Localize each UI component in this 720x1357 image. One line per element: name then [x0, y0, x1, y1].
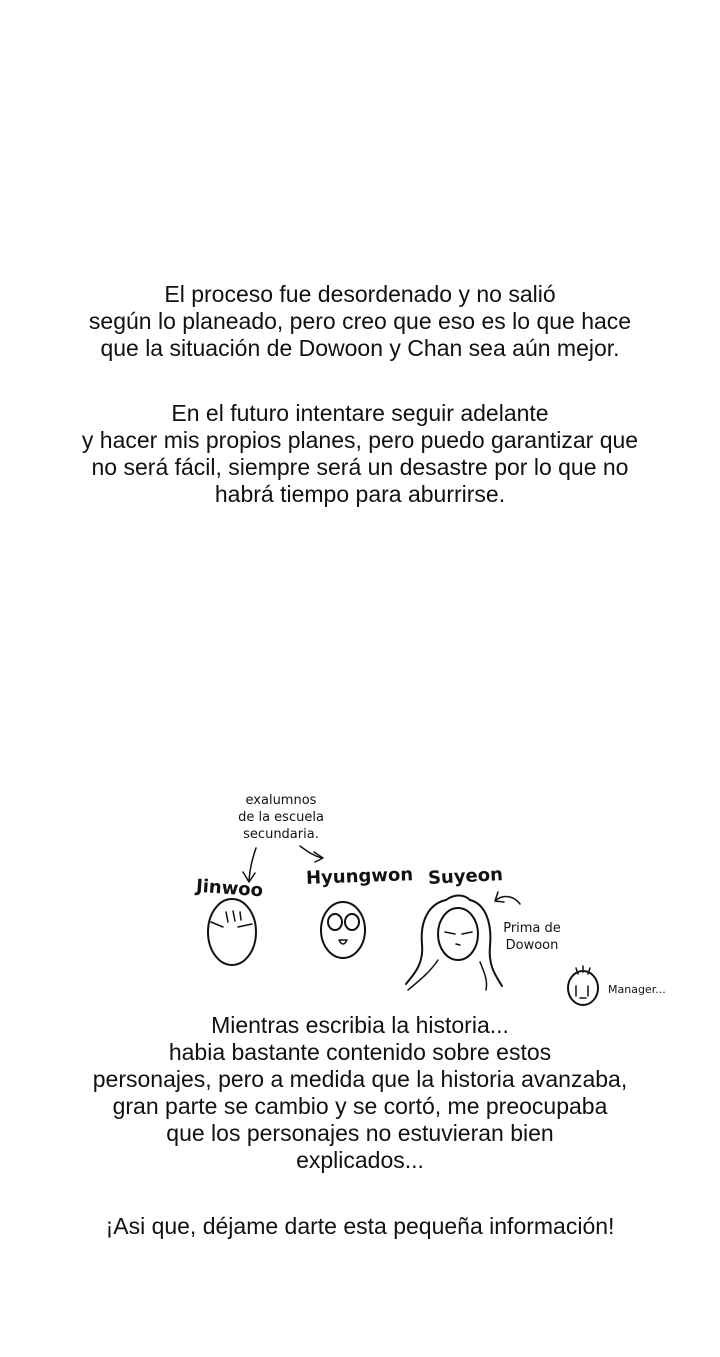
text-line: que los personajes no estuvieran bien [166, 1120, 554, 1146]
future-paragraph [0, 400, 720, 508]
note-line: exalumnos [245, 793, 317, 808]
text-line: habia bastante contenido sobre estos [168, 1039, 552, 1065]
text-line: habrá tiempo para aburrirse. [214, 481, 506, 507]
text-line: En el futuro intentare seguir adelante [171, 400, 549, 426]
manager-label: Manager... [608, 983, 666, 996]
arrow-to-suyeon [496, 897, 520, 904]
arrow-to-jinwoo [249, 848, 256, 880]
text-line: gran parte se cambio y se cortó, me preocupaba [112, 1093, 608, 1119]
suyeon-face [406, 896, 502, 991]
arrow-to-hyungwon [300, 846, 322, 858]
text-line: Mientras escribia la historia... [211, 1012, 509, 1038]
text-line: que la situación de Dowoon y Chan sea aún mejor. [100, 335, 620, 361]
hyungwon-label: Hyungwon [305, 864, 414, 889]
text-line: no será fácil, siempre será un desastre por lo que no [91, 454, 629, 480]
arrowhead [495, 892, 504, 902]
arrowhead [314, 852, 323, 862]
note-line: secundaria. [243, 827, 319, 842]
jinwoo-face [208, 899, 256, 965]
suyeon-label: Suyeon [427, 864, 504, 889]
text-line: según lo planeado, pero creo que eso es lo que hace [88, 308, 632, 334]
hyungwon-face [321, 902, 365, 958]
text-line: y hacer mis propios planes, pero puedo garantizar que [81, 427, 639, 453]
jinwoo-label: Jinwoo [195, 875, 264, 902]
manager-face [568, 966, 598, 1005]
text-line: personajes, pero a medida que la historia avanzaba, [92, 1066, 628, 1092]
alumni-note [226, 792, 336, 843]
note-line: Prima de [503, 921, 561, 936]
note-line: Dowoon [505, 938, 559, 953]
text-line: explicados... [296, 1147, 424, 1173]
closing-paragraph [0, 1213, 720, 1240]
characters-paragraph [0, 1012, 720, 1174]
intro-paragraph [0, 281, 720, 362]
text-line: ¡Asi que, déjame darte esta pequeña información! [105, 1213, 615, 1239]
cousin-note [494, 920, 570, 954]
text-line: El proceso fue desordenado y no salió [164, 281, 556, 307]
note-line: de la escuela [238, 810, 324, 825]
